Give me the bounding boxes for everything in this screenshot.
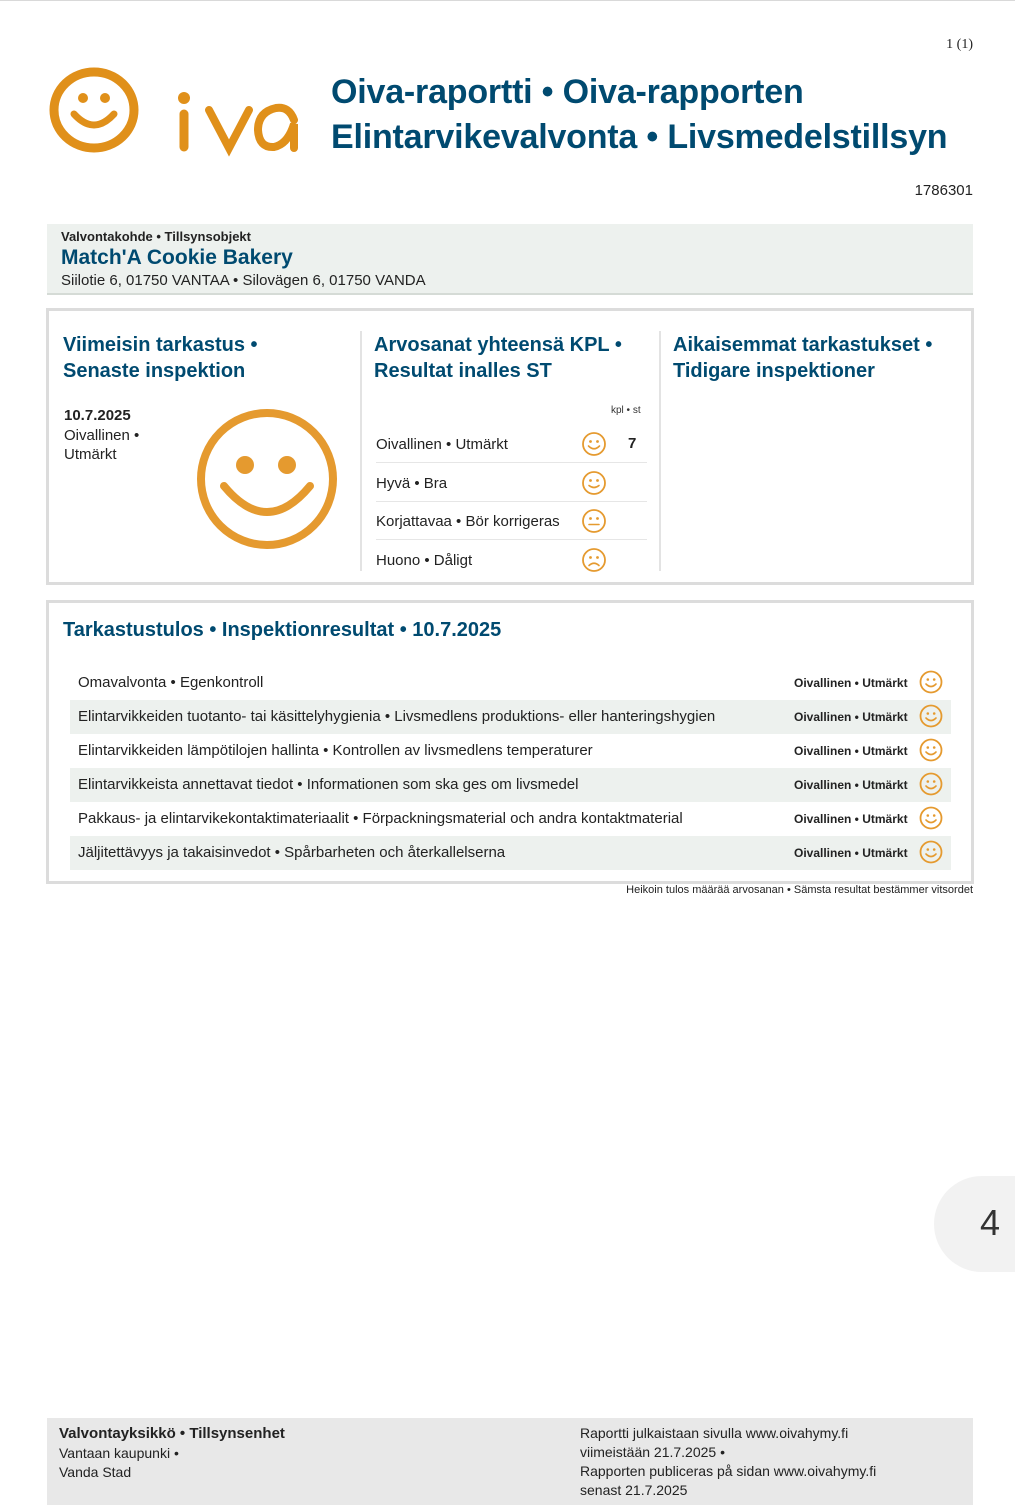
frown-icon	[581, 547, 607, 573]
result-category: Jäljitettävyys ja takaisinvedot • Spårbarheten och återkallelserna	[78, 844, 506, 861]
grade-row-needs-correction	[376, 501, 647, 540]
title-line-2: Elintarvikevalvonta • Livsmedelstillsyn	[331, 118, 948, 156]
result-row	[70, 666, 951, 700]
grade-label: Huono • Dåligt	[376, 552, 473, 569]
result-row	[70, 700, 951, 734]
column-divider	[659, 331, 661, 571]
object-name: Match'A Cookie Bakery	[61, 246, 293, 269]
result-grade: Oivallinen • Utmärkt	[794, 778, 908, 792]
result-category: Elintarvikkeiden tuotanto- tai käsittelyhygienia • Livsmedlens produktions- eller hanteringshygien	[78, 708, 716, 725]
oiva-logo	[44, 62, 306, 162]
latest-heading-line-1: Viimeisin tarkastus •	[63, 334, 258, 356]
grade-row-excellent	[376, 424, 647, 463]
page-number: 1 (1)	[946, 37, 973, 52]
neutral-face-icon	[581, 508, 607, 534]
smile-icon	[919, 670, 943, 694]
grade-row-poor	[376, 540, 647, 578]
smile-icon	[581, 431, 607, 457]
result-category: Elintarvikkeiden lämpötilojen hallinta • Kontrollen av livsmedlens temperaturer	[78, 742, 593, 759]
result-grade: Oivallinen • Utmärkt	[794, 846, 908, 860]
footer-panel	[47, 1418, 973, 1505]
publication-line-2: viimeistään 21.7.2025 •	[580, 1444, 725, 1460]
result-category: Pakkaus- ja elintarvikekontaktimateriaalit • Förpackningsmaterial och andra kontaktmaterial	[78, 810, 683, 827]
smile-icon	[919, 772, 943, 796]
latest-heading-line-2: Senaste inspektion	[63, 360, 246, 382]
grade-row-good	[376, 463, 647, 502]
grades-heading-line-2: Resultat inalles ST	[374, 360, 552, 382]
latest-inspection-date: 10.7.2025	[64, 407, 131, 424]
publication-line-1: Raportti julkaistaan sivulla www.oivahymy.fi	[580, 1425, 849, 1441]
result-grade: Oivallinen • Utmärkt	[794, 710, 908, 724]
grades-heading	[374, 332, 622, 384]
result-grade: Oivallinen • Utmärkt	[794, 744, 908, 758]
result-grade: Oivallinen • Utmärkt	[794, 812, 908, 826]
inspection-results-box	[46, 600, 974, 884]
result-row	[70, 802, 951, 836]
grade-label: Oivallinen • Utmärkt	[376, 436, 508, 453]
result-row	[70, 836, 951, 870]
title-line-1: Oiva-raportti • Oiva-rapporten	[331, 73, 804, 111]
inspection-object-panel	[47, 224, 973, 295]
smile-icon	[919, 738, 943, 762]
smile-icon	[919, 840, 943, 864]
result-grade: Oivallinen • Utmärkt	[794, 676, 908, 690]
smile-icon	[581, 470, 607, 496]
summary-box	[46, 308, 974, 585]
publication-line-3: Rapporten publiceras på sidan www.oivahymy.fi	[580, 1463, 877, 1479]
previous-inspections-heading	[673, 332, 932, 384]
count-column-header: kpl • st	[611, 405, 641, 416]
result-row	[70, 734, 951, 768]
publication-line-4: senast 21.7.2025	[580, 1482, 688, 1498]
results-title: Tarkastustulos • Inspektionresultat • 10.7.2025	[63, 619, 502, 641]
object-label: Valvontakohde • Tillsynsobjekt	[61, 229, 251, 244]
grade-count: 7	[628, 435, 637, 452]
publication-info	[580, 1424, 876, 1500]
latest-result-line-1: Oivallinen •	[64, 427, 140, 444]
latest-inspection-result	[64, 426, 174, 464]
supervision-unit-line-2: Vanda Stad	[59, 1464, 132, 1480]
previous-heading-line-1: Aikaisemmat tarkastukset •	[673, 334, 933, 356]
latest-inspection-heading	[63, 332, 258, 384]
smile-icon	[919, 806, 943, 830]
grades-heading-line-1: Arvosanat yhteensä KPL •	[374, 334, 622, 356]
grading-note: Heikoin tulos määrää arvosanan • Sämsta resultat bestämmer vitsordet	[626, 884, 973, 896]
page-indicator-number: 4	[980, 1202, 1001, 1243]
document-id: 1786301	[914, 182, 973, 199]
report-title	[331, 70, 947, 160]
grade-label: Korjattavaa • Bör korrigeras	[376, 513, 560, 530]
grade-label: Hyvä • Bra	[376, 475, 448, 492]
latest-result-line-2: Utmärkt	[64, 446, 117, 463]
large-smile-icon	[194, 406, 340, 552]
previous-heading-line-2: Tidigare inspektioner	[673, 360, 875, 382]
result-category: Elintarvikkeista annettavat tiedot • Informationen som ska ges om livsmedel	[78, 776, 579, 793]
column-divider	[360, 331, 362, 571]
supervision-unit-line-1: Vantaan kaupunki •	[59, 1445, 179, 1461]
supervision-unit-heading: Valvontayksikkö • Tillsynsenhet	[59, 1425, 285, 1442]
smile-icon	[919, 704, 943, 728]
page-indicator-badge[interactable]	[934, 1176, 1015, 1272]
top-divider	[0, 0, 1015, 1]
result-row	[70, 768, 951, 802]
result-category: Omavalvonta • Egenkontroll	[78, 674, 264, 691]
object-address: Siilotie 6, 01750 VANTAA • Silovägen 6, 01750 VANDA	[61, 272, 426, 289]
